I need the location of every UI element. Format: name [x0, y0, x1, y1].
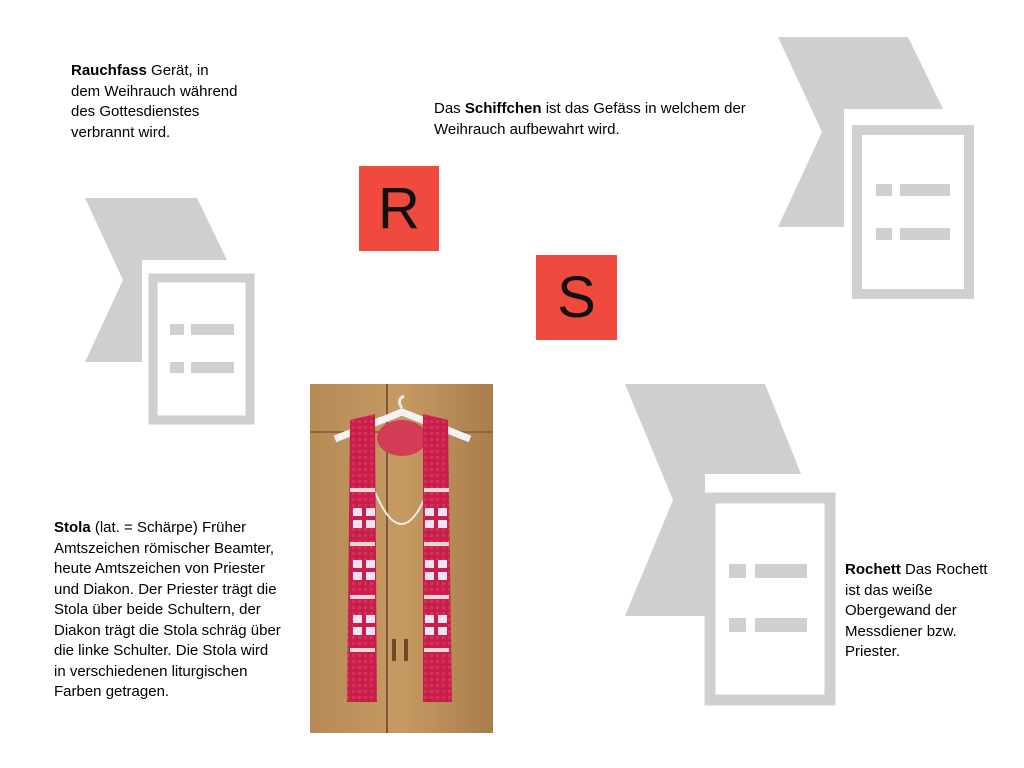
schiffchen-caption [434, 99, 774, 140]
image-placeholder-icon [778, 37, 978, 303]
image-placeholder-icon [85, 198, 260, 428]
rauchfass-term: Rauchfass [71, 62, 147, 79]
stola-description: (lat. = Schärpe) Früher Amtszeichen römischer Beamter, heute Amtszeichen von Priester und Diakon. Der Priester trägt die Stola über beide Schultern, der Diakon trägt die Stola schräg über die linke Schulter. Die Stola wird in verschiedenen liturgischen Farben getragen. [54, 519, 281, 700]
rauchfass-description: Gerät, in dem Weihrauch während des Gottesdienstes verbrannt wird. [71, 62, 238, 141]
rauchfass-caption [71, 61, 241, 143]
rochett-description: Das Rochett ist das weiße Obergewand der Messdiener bzw. Priester. [845, 561, 988, 660]
letter-s: S [557, 265, 596, 330]
stola-photo [310, 384, 493, 733]
letter-r: R [378, 176, 420, 241]
schiffchen-prefix: Das [434, 100, 465, 117]
image-placeholder-icon [625, 384, 840, 710]
stola-caption [54, 518, 284, 703]
schiffchen-description: ist das Gefäss in welchem der Weihrauch aufbewahrt wird. [434, 100, 746, 138]
rochett-term: Rochett [845, 561, 901, 578]
letter-box-s [536, 255, 617, 340]
letter-box-r [359, 166, 439, 251]
rochett-caption [845, 560, 1005, 663]
stola-term: Stola [54, 519, 91, 536]
schiffchen-term: Schiffchen [464, 100, 542, 117]
